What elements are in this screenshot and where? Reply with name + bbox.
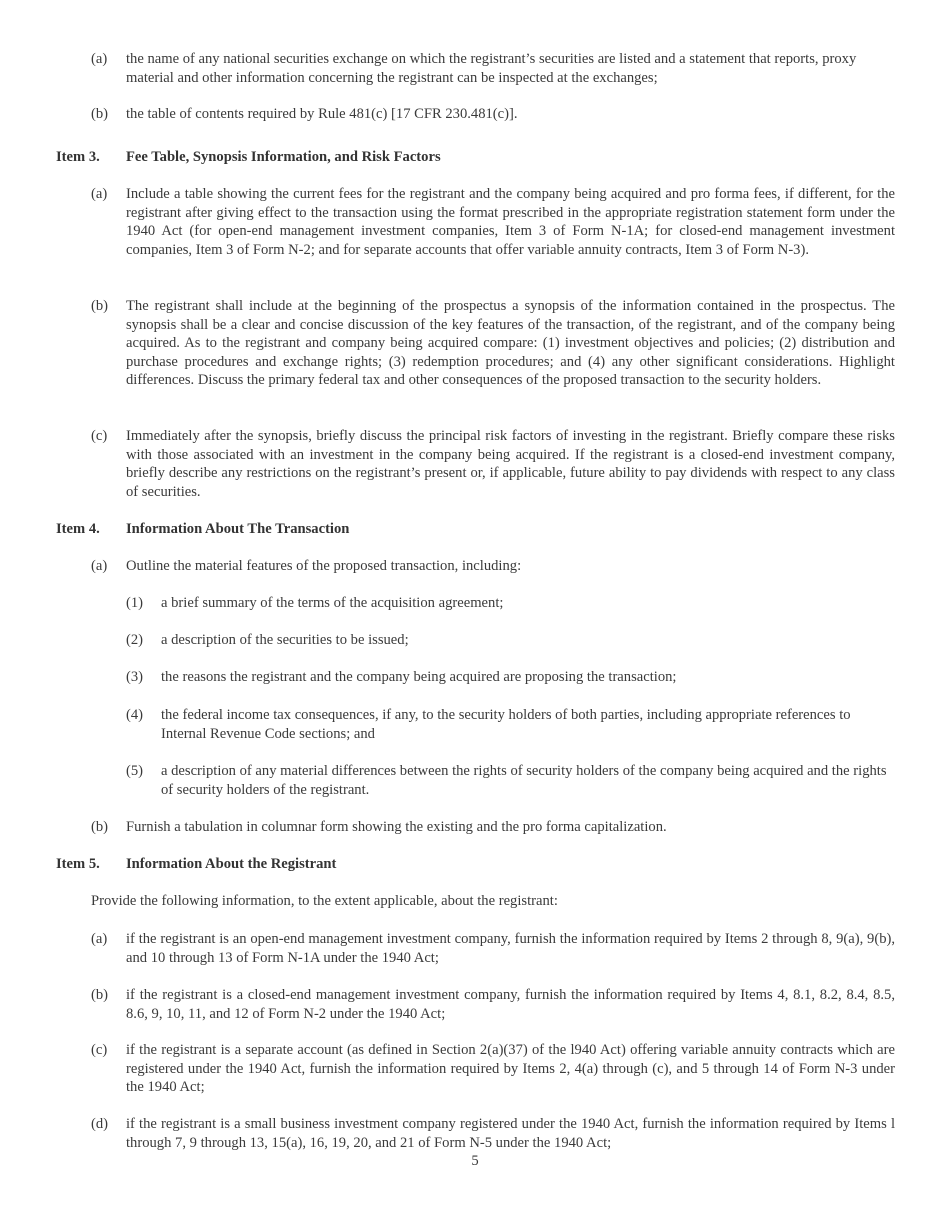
item-label: (a) — [91, 51, 108, 67]
item-text: the name of any national securities exchange on which the registrant’s securities are listed and a statement that reports, proxy material and other information concerning the registrant can be inspected at the exchanges; — [126, 51, 857, 86]
item-label: (d) — [91, 1116, 109, 1132]
sub-list-item — [126, 668, 895, 687]
section-title: Fee Table, Synopsis Information, and Risk Factors — [126, 149, 441, 165]
item-label: (a) — [91, 186, 108, 202]
item-label: (c) — [91, 428, 108, 444]
list-item — [91, 818, 895, 837]
sub-list-item — [126, 594, 895, 613]
item-label: (a) — [91, 931, 108, 947]
item-text: the table of contents required by Rule 481(c) [17 CFR 230.481(c)]. — [126, 106, 518, 122]
item-label: (a) — [91, 558, 108, 574]
section-title: Information About the Registrant — [126, 856, 337, 872]
item-text: a brief summary of the terms of the acquisition agreement; — [161, 595, 504, 611]
item-label: (5) — [126, 763, 144, 779]
item-text: if the registrant is an open-end management investment company, furnish the information required by Items 2 through 8, 9(a), 9(b), and 10 through 13 of Form N-1A under the 1940 Act; — [126, 931, 895, 966]
section-heading — [56, 520, 349, 539]
list-item — [91, 557, 895, 576]
page-number: 5 — [471, 1153, 479, 1169]
item-label: (b) — [91, 298, 109, 314]
item-text: The registrant shall include at the beginning of the prospectus a synopsis of the information contained in the prospectus. The synopsis shall be a clear and concise discussion of the key features of the transaction, of the registrant, and of the company being acquired. As to the registrant and company being acquired compare: (1) investment objectives and policies; (2) distribution and purchase procedures and exchange rights; (3) redemption procedures; and (4) any other significant considerations. Highlight differences. Discuss the primary federal tax and other consequences of the proposed transaction to the security holders. — [126, 298, 895, 389]
list-item — [91, 1115, 895, 1152]
list-item — [91, 427, 895, 501]
item-text: Immediately after the synopsis, briefly discuss the principal risk factors of investing in the registrant. Briefly compare these risks with those associated with an investment in the company being acquired. If the registrant is a closed-end investment company, briefly describe any restrictions on the registrant’s present or, if applicable, future ability to pay dividends with respect to any class of securities. — [126, 428, 895, 500]
section-intro: Provide the following information, to the extent applicable, about the registrant: — [91, 893, 558, 909]
item-label: (b) — [91, 987, 109, 1003]
item-text: the reasons the registrant and the company being acquired are proposing the transaction; — [161, 669, 677, 685]
list-item — [91, 930, 895, 967]
list-item — [91, 297, 895, 390]
item-label: (1) — [126, 595, 144, 611]
section-title: Information About The Transaction — [126, 521, 350, 537]
item-label: (4) — [126, 707, 144, 723]
item-label: (b) — [91, 819, 109, 835]
section-heading — [56, 148, 441, 167]
sub-list-item — [126, 706, 886, 743]
sub-list-item — [126, 762, 895, 799]
item-text: Furnish a tabulation in columnar form showing the existing and the pro forma capitalization. — [126, 819, 667, 835]
section-number: Item 5. — [56, 856, 100, 872]
item-text: Include a table showing the current fees for the registrant and the company being acquired and pro forma fees, if different, for the registrant after giving effect to the transaction using the format prescribed in the appropriate registration statement form under the 1940 Act (for open-end management investment companies, Item 3 of Form N-1A; for closed-end management investment companies, Item 3 of Form N-2; and for separate accounts that offer variable annuity contracts, Item 3 of Form N-3). — [126, 186, 895, 258]
item-label: (c) — [91, 1042, 108, 1058]
item-text: a description of any material differences between the rights of security holders of the company being acquired and the rights of security holders of the registrant. — [161, 763, 887, 798]
list-item — [91, 986, 895, 1023]
item-text: if the registrant is a separate account (as defined in Section 2(a)(37) of the l940 Act) offering variable annuity contracts which are registered under the 1940 Act, furnish the information required by Items 2, 4(a) through (c), and 5 through 14 of Form N-3 under the 1940 Act; — [126, 1042, 895, 1096]
section-number: Item 3. — [56, 149, 100, 165]
item-label: (b) — [91, 106, 109, 122]
item-text: Outline the material features of the proposed transaction, including: — [126, 558, 522, 574]
list-item — [91, 50, 895, 87]
section-heading — [56, 855, 336, 874]
item-label: (2) — [126, 632, 144, 648]
list-item — [91, 1041, 895, 1097]
item-label: (3) — [126, 669, 144, 685]
item-text: if the registrant is a closed-end management investment company, furnish the information required by Items 4, 8.1, 8.2, 8.4, 8.5, 8.6, 9, 10, 11, and 12 of Form N-2 under the 1940 Act; — [126, 987, 895, 1022]
item-text: the federal income tax consequences, if any, to the security holders of both parties, including appropriate references to Internal Revenue Code sections; and — [161, 707, 851, 742]
section-number: Item 4. — [56, 521, 100, 537]
list-item — [91, 105, 895, 124]
item-text: if the registrant is a small business investment company registered under the 1940 Act, furnish the information required by Items l through 7, 9 through 13, 15(a), 16, 19, 20, and 21 of Form N-5 under the 1940 Act; — [126, 1116, 895, 1151]
list-item — [91, 185, 895, 259]
item-text: a description of the securities to be issued; — [161, 632, 409, 648]
sub-list-item — [126, 631, 895, 650]
